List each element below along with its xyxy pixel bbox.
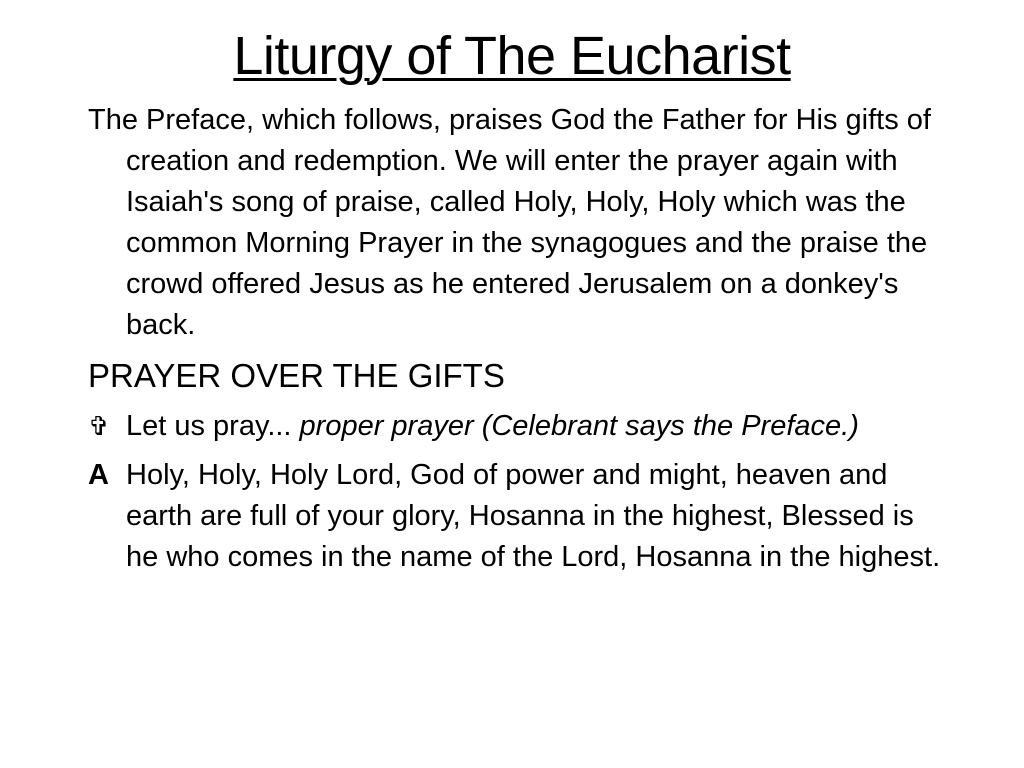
assembly-response bbox=[88, 455, 948, 578]
slide-body bbox=[88, 100, 948, 578]
assembly-text: Holy, Holy, Holy Lord, God of power and might, heaven and earth are full of your glory, Hosanna in the highest, Blessed is he who comes in the name of the Lord, Hosanna in the highest. bbox=[126, 459, 941, 573]
celebrant-rubric: proper prayer (Celebrant says the Preface.) bbox=[299, 410, 859, 442]
intro-paragraph: The Preface, which follows, praises God the Father for His gifts of creation and redemption. We will enter the prayer again with Isaiah's song of praise, called Holy, Holy, Holy which was the common Morning Prayer in the synagogues and the praise the crowd offered Jesus as he entered Jerusalem on a donkey's back. bbox=[88, 104, 931, 341]
cross-icon: ✞ bbox=[88, 411, 110, 441]
slide-title: Liturgy of The Eucharist bbox=[233, 26, 791, 86]
assembly-marker: A bbox=[88, 459, 109, 491]
celebrant-text: Let us pray... bbox=[126, 410, 300, 442]
section-heading: PRAYER OVER THE GIFTS bbox=[88, 357, 505, 394]
celebrant-line bbox=[88, 406, 948, 447]
